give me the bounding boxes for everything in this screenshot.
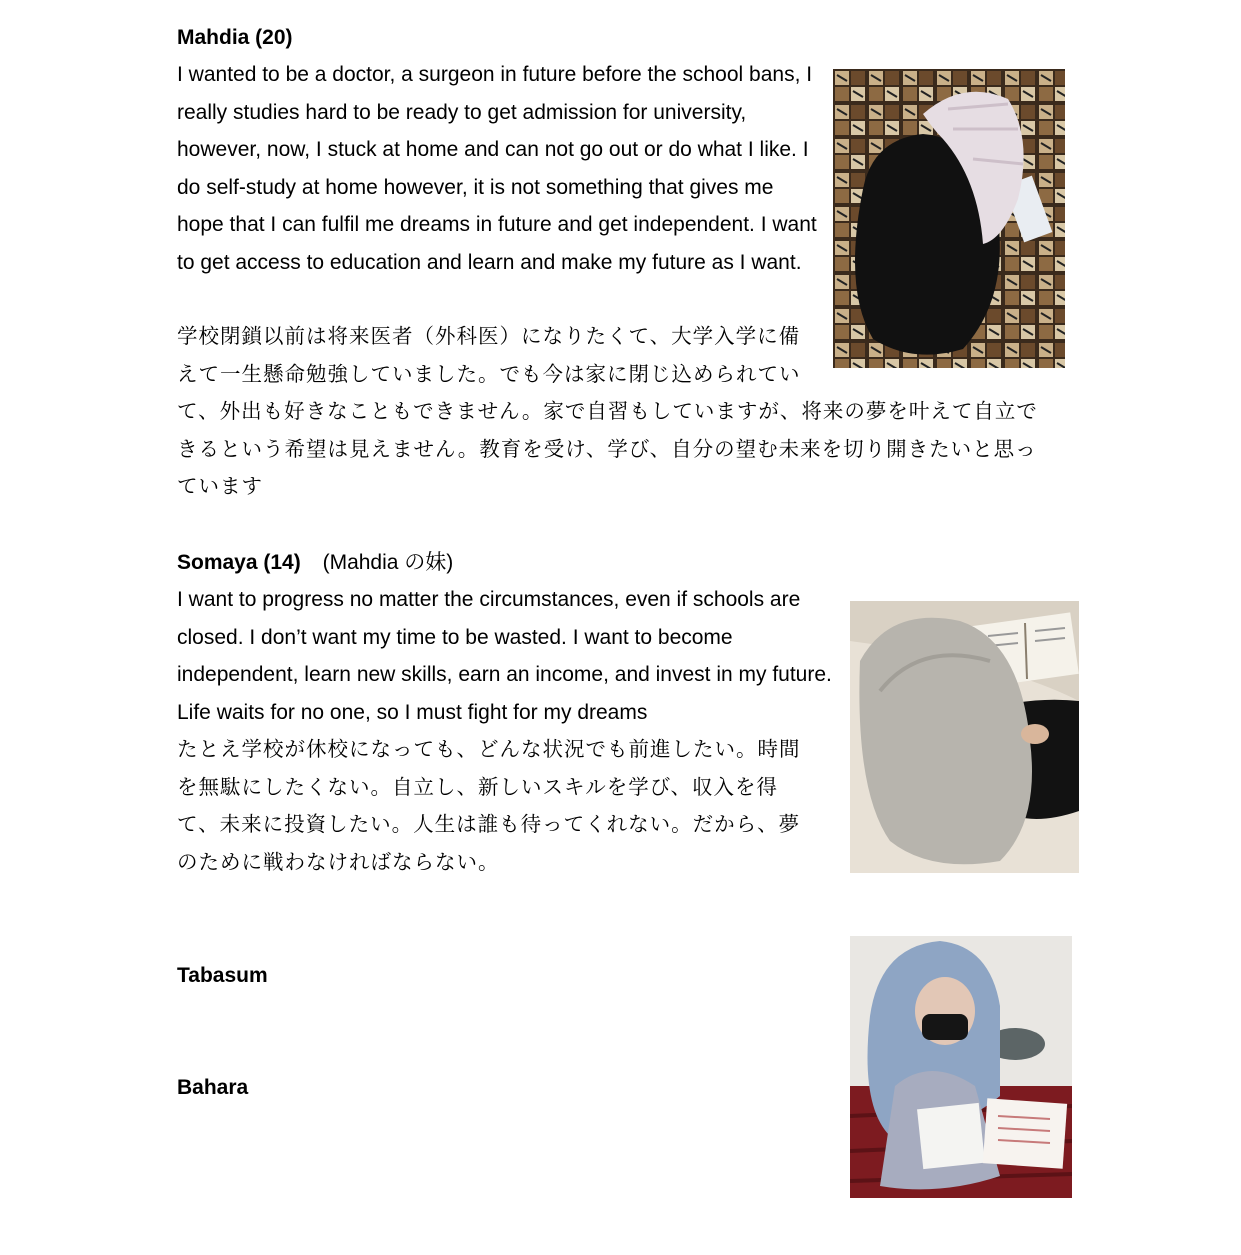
- text-line: えて一生懸命勉強していました。でも今は家に閉じ込められてい: [177, 361, 801, 386]
- student-studying-photo: [850, 936, 1072, 1198]
- person-name-bahara: Bahara: [177, 1076, 249, 1099]
- text-line: たとえ学校が休校になっても、どんな状況でも前進したい。時間: [177, 737, 801, 761]
- text-line: のために戦わなければならない。: [177, 849, 500, 874]
- person-name-tabasum: Tabasum: [177, 964, 268, 987]
- somaya-japanese-text: [177, 731, 801, 881]
- person-name-somaya: [177, 550, 453, 576]
- mahdia-photo: [833, 69, 1065, 368]
- text-line: ています: [177, 474, 263, 498]
- text-line: て、外出も好きなこともできません。家で自習もしていますが、将来の夢を叶えて自立で: [177, 399, 1038, 423]
- relation-note: (Mahdia の妹): [322, 551, 454, 574]
- text-line: て、未来に投資したい。人生は誰も待ってくれない。だから、夢: [177, 812, 801, 836]
- text-line: 学校閉鎖以前は将来医者（外科医）になりたくて、大学入学に備: [177, 324, 801, 348]
- mahdia-english-text: I wanted to be a doctor, a surgeon in future before the school bans, I really studies hard to be ready to get admission for university, however, now, I stuck at home and can not go out or do what I like. I do self-study at home however, it is not something that gives me hope that I can fulfil me dreams in future and get independent. I want to get access to education and learn and make my future as I want.: [177, 63, 817, 274]
- somaya-english-text: I want to progress no matter the circumstances, even if schools are closed. I don’t want my time to be wasted. I want to become independent, learn new skills, earn an income, and invest in my future. Life waits for no one, so I must fight for my dreams: [177, 588, 832, 724]
- somaya-photo: [850, 601, 1079, 873]
- name-text: Somaya (14): [177, 551, 301, 574]
- text-line: きるという希望は見えません。教育を受け、学び、自分の望む未来を切り開きたいと思っ: [177, 436, 1037, 461]
- person-name-mahdia: Mahdia (20): [177, 26, 293, 49]
- text-line: を無駄にしたくない。自立し、新しいスキルを学び、収入を得: [177, 774, 778, 799]
